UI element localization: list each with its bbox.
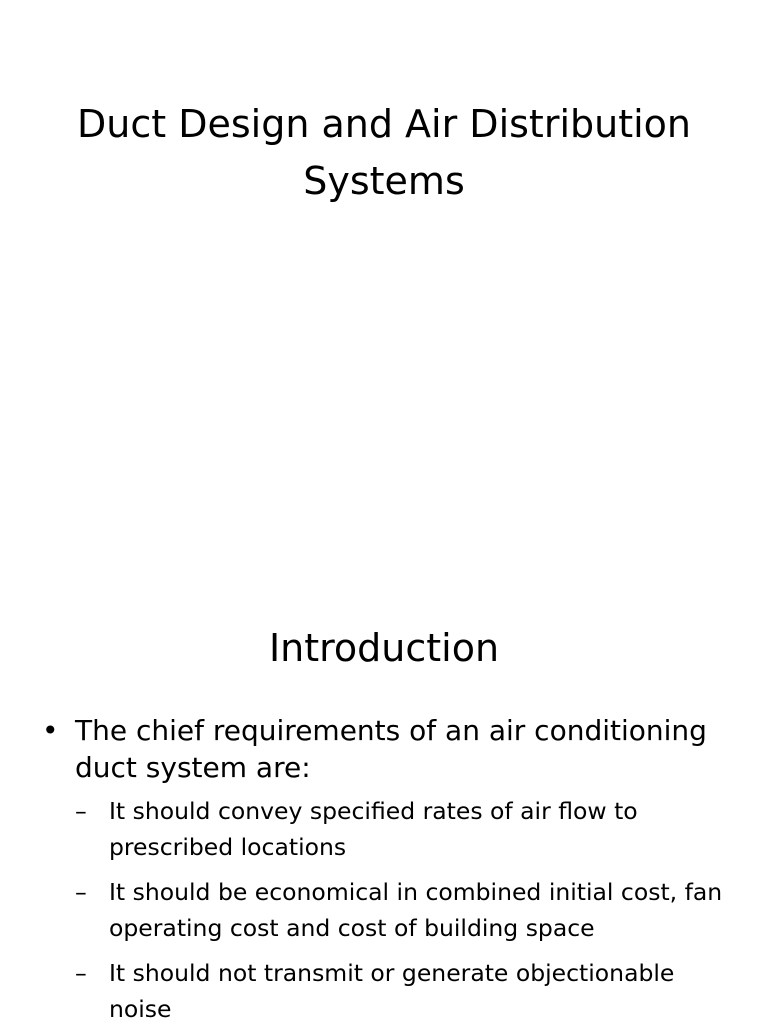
dash-marker: – xyxy=(75,959,87,987)
dash-marker: – xyxy=(75,878,87,906)
dash-marker: – xyxy=(75,797,87,825)
bullet-marker: • xyxy=(42,714,59,747)
bullet-text: The chief requirements of an air conditioning duct system are: xyxy=(75,714,707,784)
title-line-1: Duct Design and Air Distribution xyxy=(76,102,691,146)
sub-list-item xyxy=(75,955,730,1024)
bullet-list xyxy=(40,712,730,1024)
slide-heading: Introduction xyxy=(268,626,500,670)
sub-list-item xyxy=(75,874,730,946)
sub-bullet-list xyxy=(75,793,730,1024)
slide-introduction xyxy=(0,576,768,1024)
presentation-title xyxy=(40,96,728,210)
sub-list-item xyxy=(75,793,730,865)
sub-bullet-text: It should not transmit or generate objectionable noise xyxy=(109,959,675,1023)
list-item xyxy=(40,712,730,1024)
sub-bullet-text: It should be economical in combined initial cost, fan operating cost and cost of building space xyxy=(109,878,723,942)
sub-bullet-text: It should convey specified rates of air flow to prescribed locations xyxy=(109,797,638,861)
title-line-2: Systems xyxy=(303,159,465,203)
